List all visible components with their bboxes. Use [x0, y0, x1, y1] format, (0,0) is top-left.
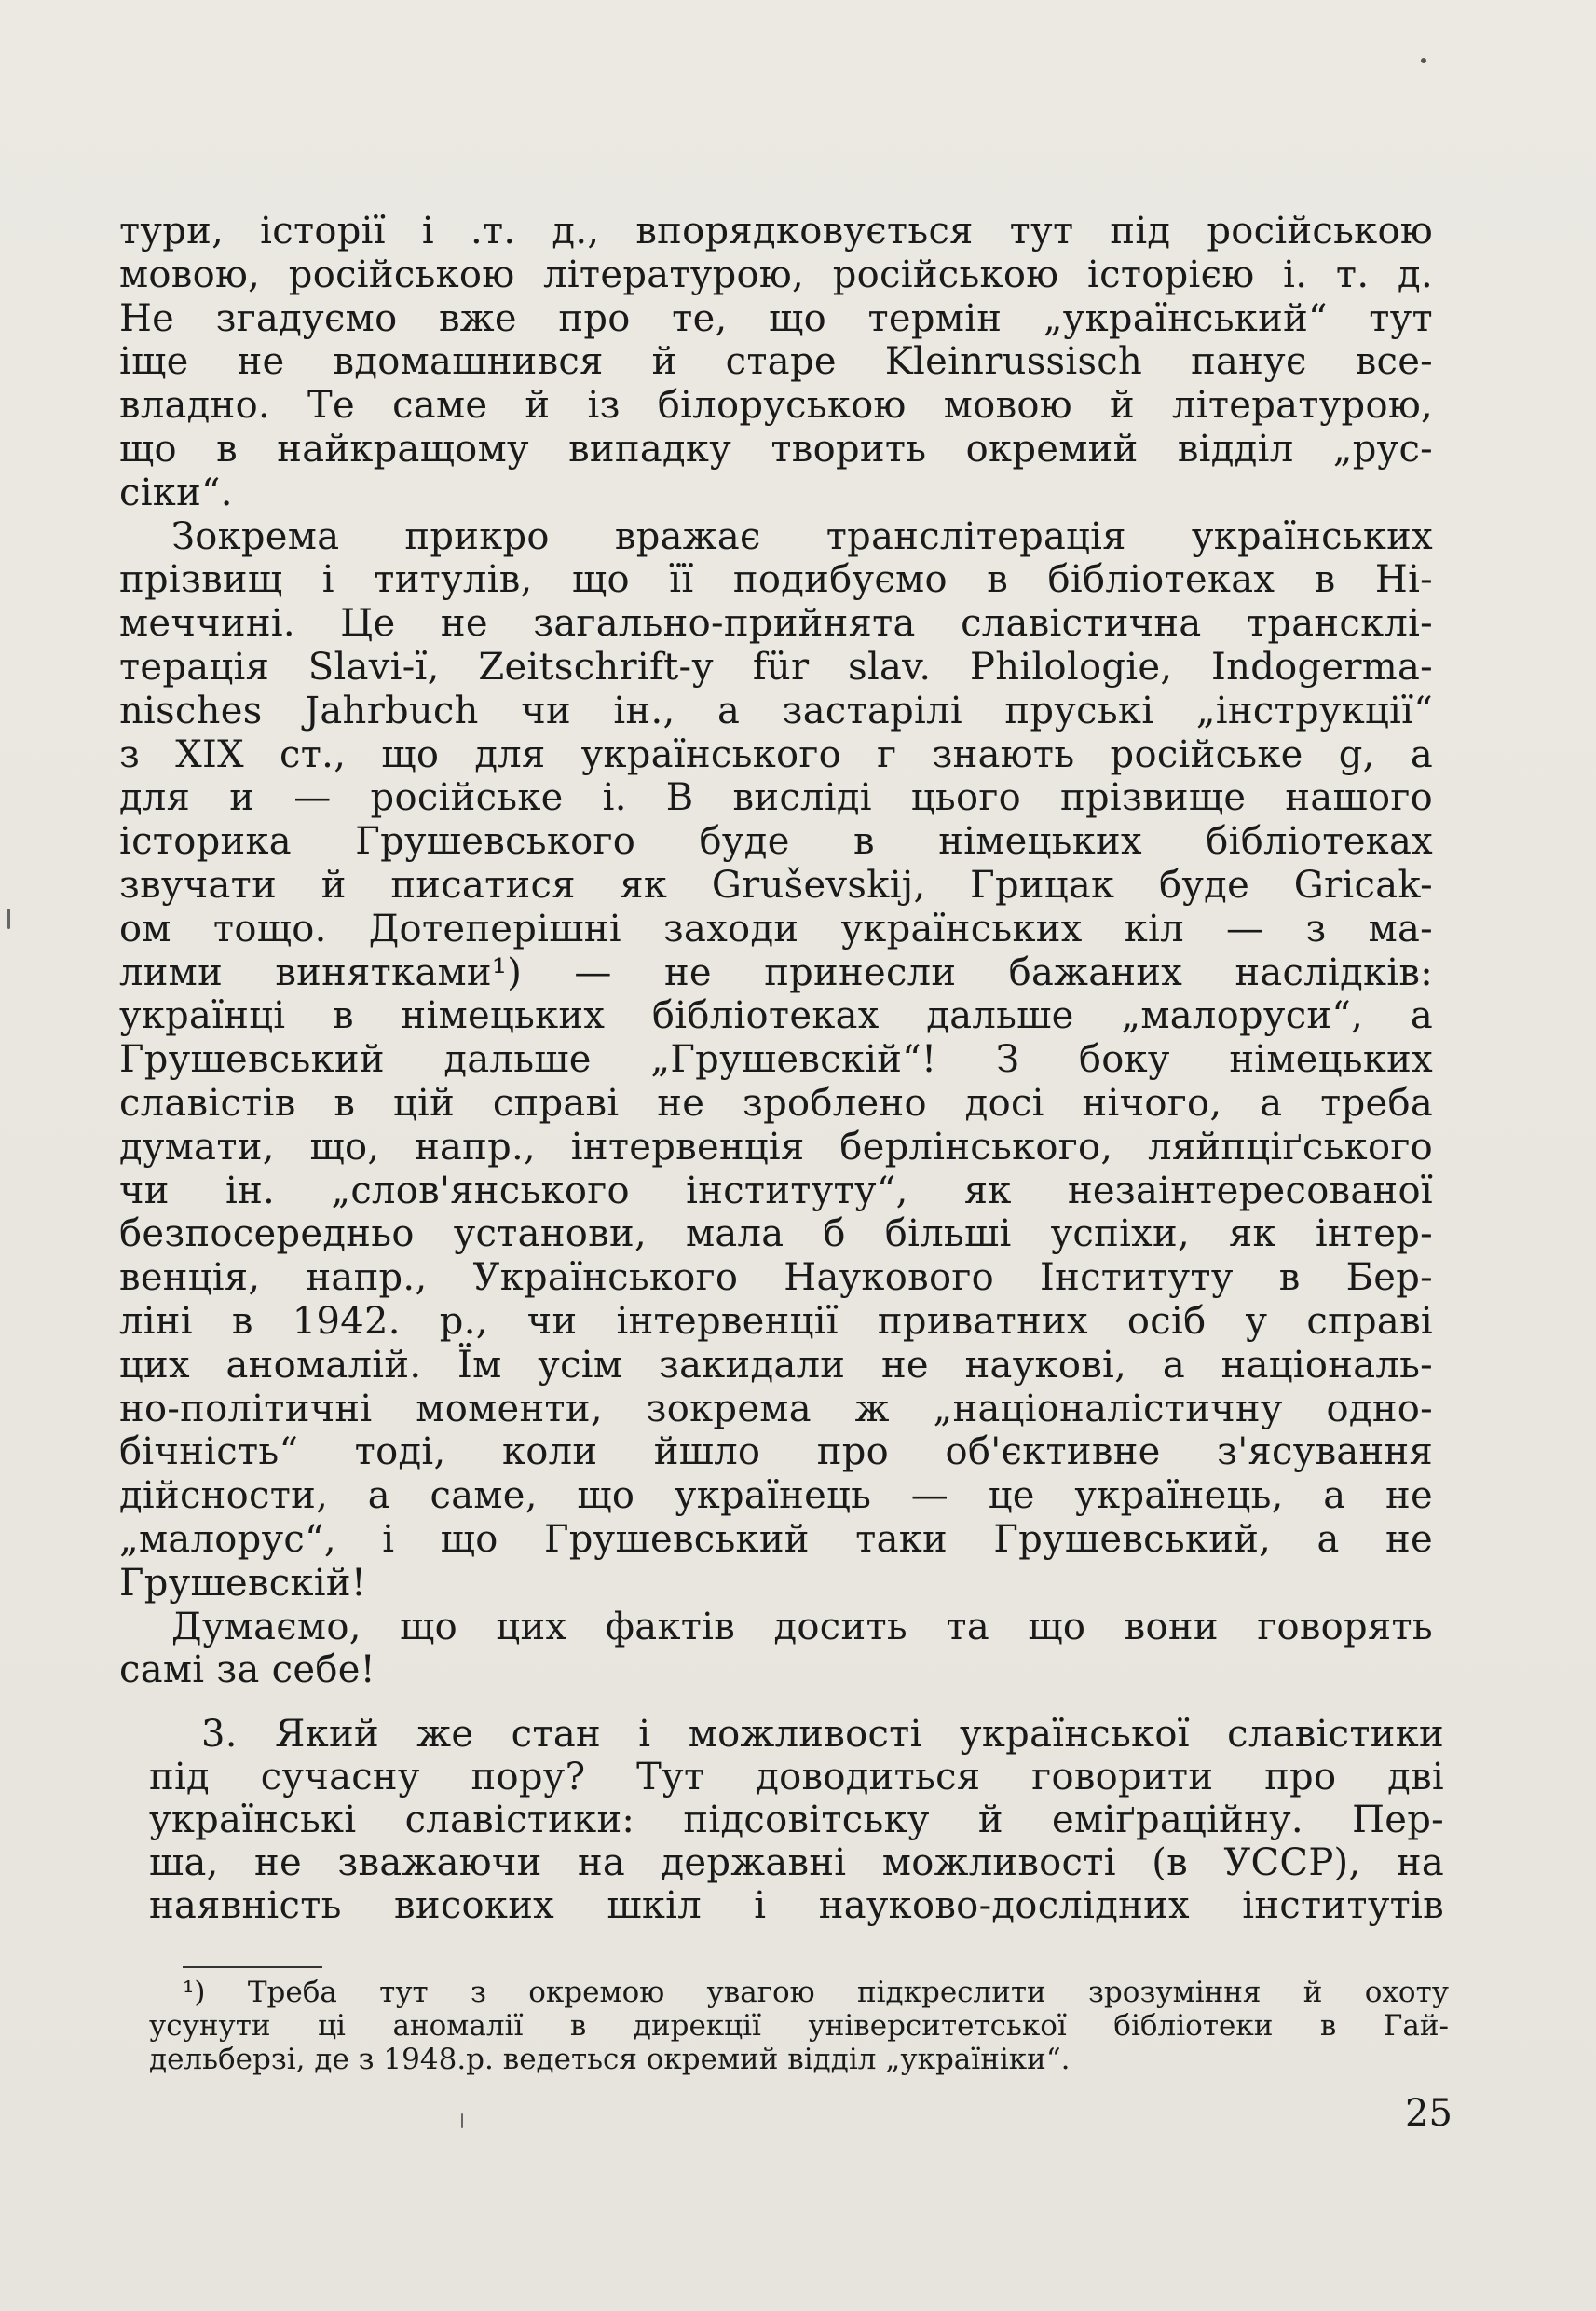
section-3-text	[149, 1713, 1444, 1927]
text-line: що в найкращому випадку творить окремий відділ „рус-	[119, 427, 1433, 471]
text-line: історика Грушевського буде в німецьких бібліотеках	[119, 820, 1433, 864]
text-line: для и — російське і. В висліді цього прізвище нашого	[119, 776, 1433, 820]
text-line: прізвищ і титулів, що її подибуємо в бібліотеках в Ні-	[119, 558, 1433, 602]
text-line: но-політичні моменти, зокрема ж „націоналістичну одно-	[119, 1387, 1433, 1430]
paragraph-2	[119, 515, 1433, 1606]
text-line: іще не вдомашнився й старе Kleinrussisch панує все-	[119, 340, 1433, 384]
text-line: мовою, російською літературою, російською історією і. т. д.	[119, 253, 1433, 296]
footnote	[149, 1976, 1449, 2076]
footnote-line: усунути ці аномалії в дирекції університетської бібліотеки в Гай-	[149, 2009, 1449, 2043]
text-line: дійсности, а саме, що українець — це українець, а не	[119, 1474, 1433, 1518]
text-line: тури, історії і .т. д., впорядковується тут під російською	[119, 210, 1433, 253]
paragraph-1	[119, 210, 1433, 515]
footnote-line: дельберзі, де з 1948.р. ведеться окремий відділ „україніки“.	[149, 2043, 1071, 2076]
text-line: бічність“ тоді, коли йшло про об'єктивне з'ясування	[119, 1430, 1433, 1474]
text-line: ша, не зважаючи на державні можливості (в УССР), на	[149, 1841, 1444, 1884]
scan-mark	[461, 2113, 463, 2128]
text-line: з XIX ст., що для українського г знають російське g, а	[119, 732, 1433, 776]
text-line: „малорус“, і що Грушевський таки Грушевський, а не	[119, 1517, 1433, 1561]
scan-speck	[1421, 58, 1426, 63]
text-line: чи ін. „слов'янського інституту“, як незаінтересованої	[119, 1169, 1433, 1212]
text-line: українські славістики: підсовітську й еміґраційну. Пер-	[149, 1798, 1444, 1841]
page-number: 25	[1405, 2092, 1453, 2135]
text-line: безпосередньо установи, мала б більші успіхи, як інтер-	[119, 1212, 1433, 1256]
main-text	[119, 210, 1433, 1692]
text-line: думати, що, напр., інтервенція берлінського, ляйпціґського	[119, 1125, 1433, 1169]
text-line: самі за себе!	[119, 1648, 376, 1692]
text-line: nisches Jahrbuch чи ін., а застарілі пруські „інструкції“	[119, 689, 1433, 732]
text-line: венція, напр., Українського Наукового Інституту в Бер-	[119, 1256, 1433, 1300]
text-line: під сучасну пору? Тут доводиться говорити про дві	[149, 1756, 1444, 1798]
paragraph-3	[119, 1606, 1433, 1693]
footnote-line: ¹) Треба тут з окремою увагою підкреслити зрозуміння й охоту	[183, 1976, 1449, 2009]
text-line: цих аномалій. Їм усім закидали не наукові, а національ-	[119, 1343, 1433, 1387]
footnote-divider	[183, 1966, 322, 1968]
text-line: Зокрема прикро вражає транслітерація українських	[171, 514, 1433, 558]
text-line: ом тощо. Дотеперішні заходи українських кіл — з ма-	[119, 907, 1433, 950]
text-line: наявність високих шкіл і науково-дослідних інститутів	[149, 1884, 1444, 1927]
text-line: Думаємо, що цих фактів досить та що вони говорять	[171, 1605, 1433, 1648]
text-line: терація Slavi-ї, Zeitschrift-у für slav. Philologie, Indogerma-	[119, 645, 1433, 689]
text-line: українці в німецьких бібліотеках дальше „малоруси“, а	[119, 994, 1433, 1038]
text-line: славістів в цій справі не зроблено досі нічого, а треба	[119, 1081, 1433, 1125]
text-line: 3. Який же стан і можливості української славістики	[201, 1713, 1444, 1756]
text-line: Грушевський дальше „Грушевскій“! З боку німецьких	[119, 1038, 1433, 1082]
text-line: лими винятками¹) — не принесли бажаних наслідків:	[119, 950, 1433, 994]
text-line: Не згадуємо вже про те, що термін „український“ тут	[119, 296, 1433, 340]
text-line: владно. Те саме й із білоруською мовою й літературою,	[119, 384, 1433, 428]
text-line: ліні в 1942. р., чи інтервенції приватних осіб у справі	[119, 1299, 1433, 1343]
text-line: звучати й писатися як Gruševskij, Грицак буде Gricak-	[119, 863, 1433, 907]
text-line: меччині. Це не загально-прийнята славістична трансклі-	[119, 602, 1433, 646]
text-line: Грушевскій!	[119, 1561, 367, 1605]
scan-mark	[7, 909, 10, 929]
text-line: сіки“.	[119, 471, 233, 514]
